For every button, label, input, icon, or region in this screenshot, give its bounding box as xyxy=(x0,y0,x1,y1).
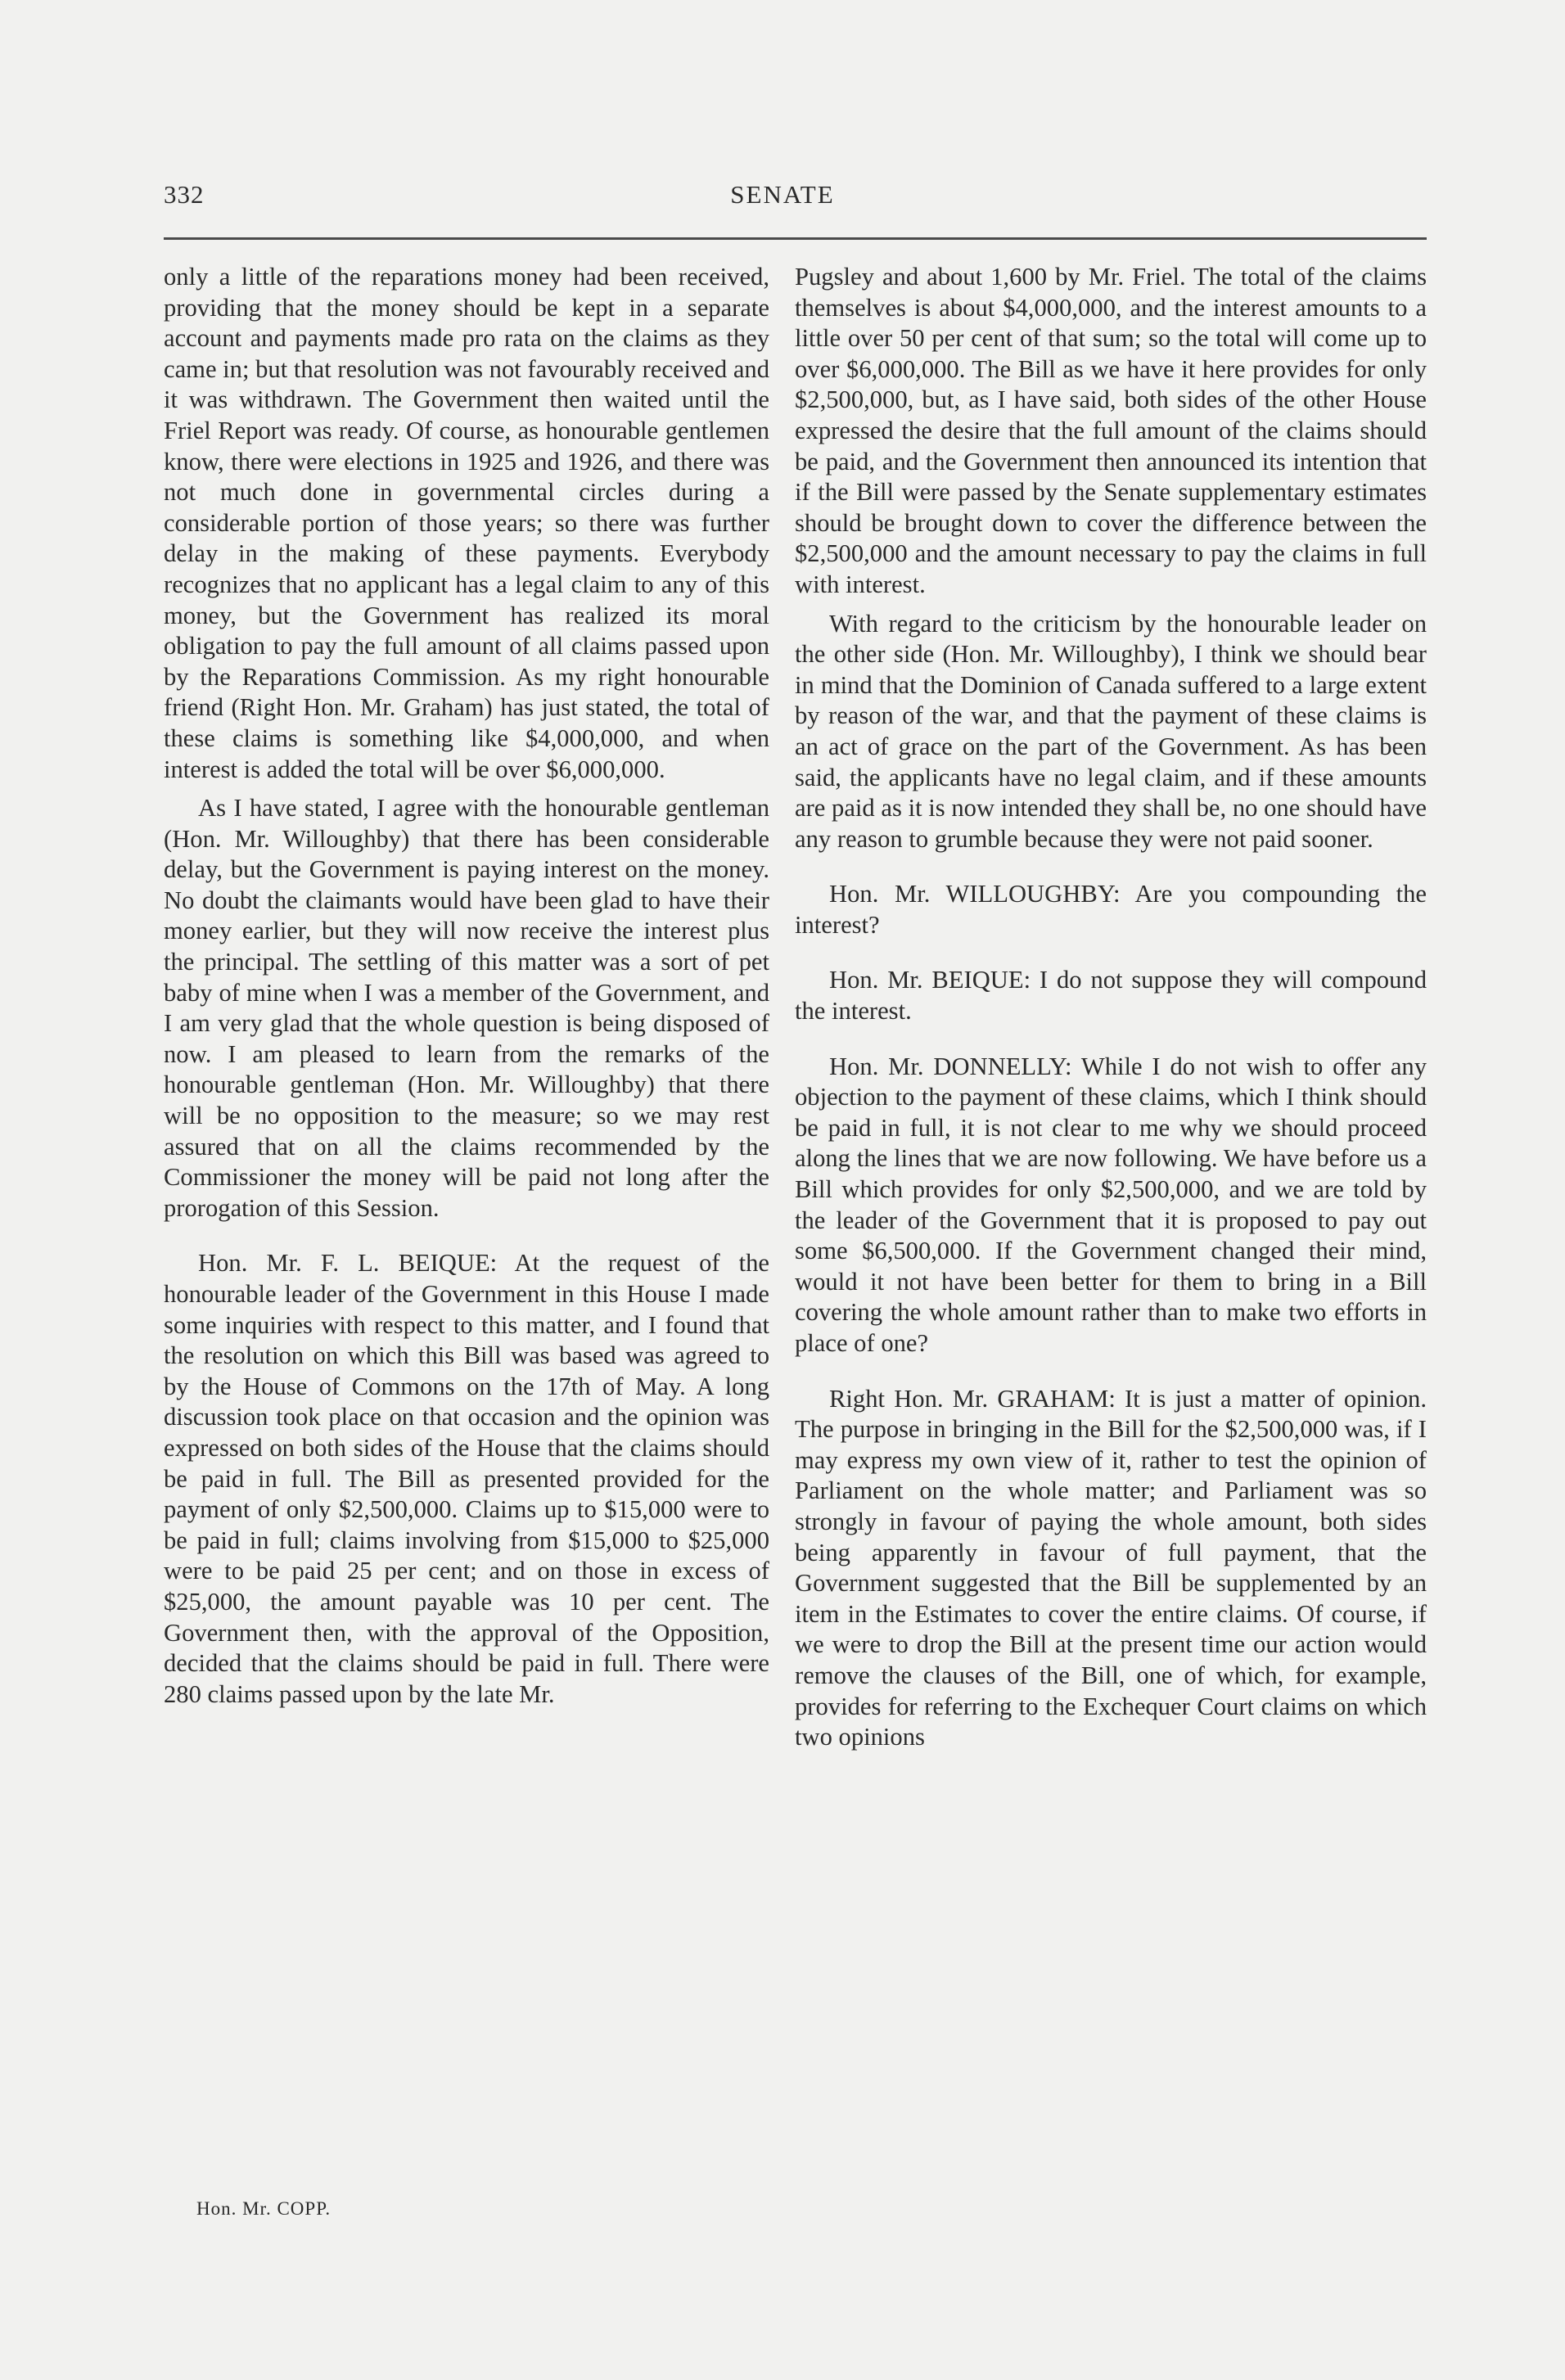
speech-paragraph: Hon. Mr. F. L. BEIQUE: At the request of the honourable leader of the Government in this House I made some inquiries with respect to this matter, and I found that the resolution on which this Bill was based was agreed to by the House of Commons on the 17th of May. A long discussion took place on that occasion and the opinion was expressed on both sides of the House that the claims should be paid in full. The Bill as presented provided for the payment of only $2,500,000. Claims up to $15,000 were to be paid in full; claims involving from $15,000 to $25,000 were to be paid 25 per cent; and on those in excess of $25,000, the amount payable was 10 per cent. The Government then, with the approval of the Opposition, decided that the claims should be paid in full. There were 280 claims passed upon by the late Mr. xyxy=(164,1249,769,1708)
paragraph: Pugsley and about 1,600 by Mr. Friel. The total of the claims themselves is about $4,000,000, and the interest amounts to a little over 50 per cent of that sum; so the total will come up to over $6,000,000. The Bill as we have it here provides for only $2,500,000, but, as I have said, both sides of the other House expressed the desire that the full amount of the claims should be paid, and the Government then announced its intention that if the Bill were passed by the Senate supplementary estimates should be brought down to cover the difference between the $2,500,000 and the amount necessary to pay the claims in full with interest. xyxy=(795,263,1427,598)
speech-paragraph: Hon. Mr. WILLOUGHBY: Are you compounding the interest? xyxy=(795,880,1427,939)
paragraph: With regard to the criticism by the honourable leader on the other side (Hon. Mr. Willoughby), I think we should bear in mind that the Dominion of Canada suffered to a large extent by reason of the war, and that the payment of these claims is an act of grace on the part of the Government. As has been said, the applicants have no legal claim, and if these amounts are paid as it is now intended they shall be, no one should have any reason to grumble because they were not paid sooner. xyxy=(795,609,1427,853)
speech-paragraph: Hon. Mr. DONNELLY: While I do not wish to offer any objection to the payment of these claims, which I think should be paid in full, it is not clear to me why we should proceed along the lines that we are now following. We have before us a Bill which provides for only $2,500,000, and we are told by the leader of the Government that it is proposed to pay out some $6,500,000. If the Government changed their mind, would it not have been better for them to bring in a Bill covering the whole amount rather than to make two efforts in place of one? xyxy=(795,1052,1427,1357)
right-column xyxy=(795,262,1427,1753)
running-head: SENATE xyxy=(730,180,835,209)
header-rule xyxy=(164,237,1427,240)
paragraph: As I have stated, I agree with the honourable gentleman (Hon. Mr. Willoughby) that there has been considerable delay, but the Government is paying interest on the money. No doubt the claimants would have been glad to have their money earlier, but they will now receive the interest plus the principal. The settling of this matter was a sort of pet baby of mine when I was a member of the Government, and I am very glad that the whole question is being disposed of now. I am pleased to learn from the remarks of the honourable gentleman (Hon. Mr. Willoughby) that there will be no opposition to the measure; so we may rest assured that on all the claims recommended by the Commissioner the money will be paid not long after the prorogation of this Session. xyxy=(164,794,769,1222)
page-number: 332 xyxy=(164,180,205,209)
paragraph: only a little of the reparations money had been received, providing that the money should be kept in a separate account and payments made pro rata on the claims as they came in; but that resolution was not favourably received and it was withdrawn. The Government then waited until the Friel Report was ready. Of course, as honourable gentlemen know, there were elections in 1925 and 1926, and there was not much done in governmental circles during a considerable portion of those years; so there was further delay in the making of these payments. Everybody recognizes that no applicant has a legal claim to any of this money, but the Government has realized its moral obligation to pay the full amount of all claims passed upon by the Reparations Commission. As my right honourable friend (Right Hon. Mr. Graham) has just stated, the total of these claims is something like $4,000,000, and when interest is added the total will be over $6,000,000. xyxy=(164,263,769,783)
speech-paragraph: Right Hon. Mr. GRAHAM: It is just a matter of opinion. The purpose in bringing in the Bill for the $2,500,000 was, if I may express my own view of it, rather to test the opinion of Parliament on the whole matter; and Parliament was so strongly in favour of paying the whole amount, both sides being apparently in favour of full payment, that the Government suggested that the Bill be supplemented by an item in the Estimates to cover the entire claims. Of course, if we were to drop the Bill at the present time our action would remove the clauses of the Bill, one of which, for example, provides for referring to the Exchequer Court claims on which two opinions xyxy=(795,1384,1427,1751)
speech-paragraph: Hon. Mr. BEIQUE: I do not suppose they will compound the interest. xyxy=(795,966,1427,1025)
footer-speaker-tag: Hon. Mr. COPP. xyxy=(196,2198,331,2219)
left-column xyxy=(164,262,769,1710)
